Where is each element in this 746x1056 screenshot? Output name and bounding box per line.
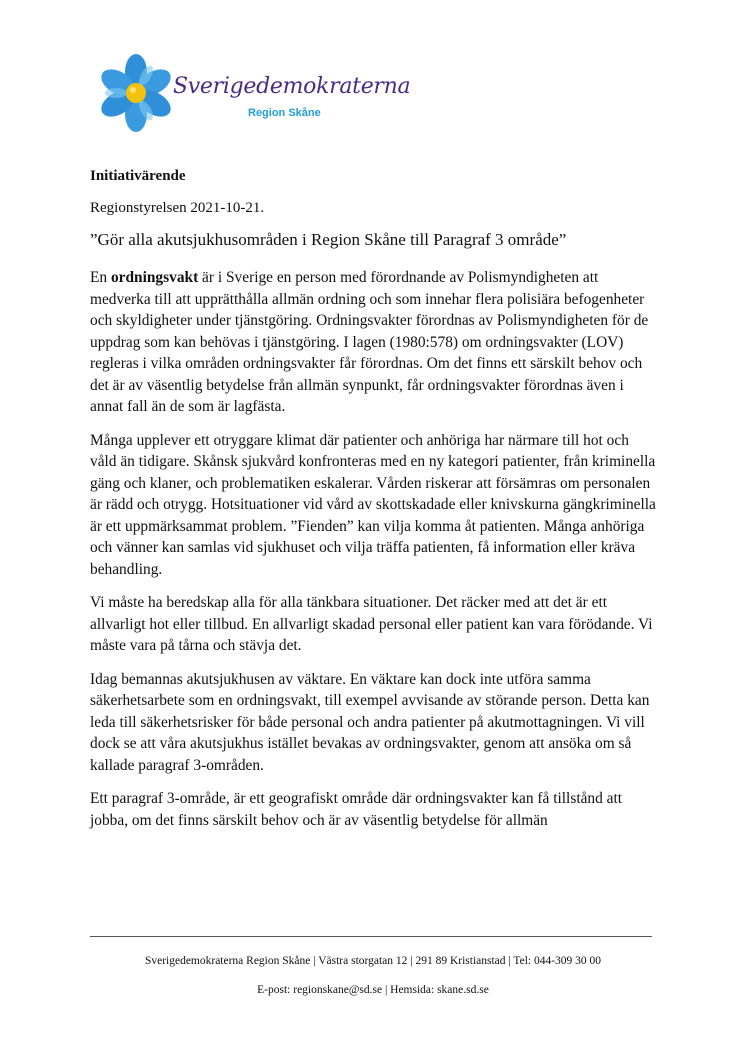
anemone-flower-icon bbox=[95, 52, 177, 134]
flower-center bbox=[126, 83, 146, 103]
document-body bbox=[90, 168, 658, 843]
logo-region-name: Region Skåne bbox=[248, 107, 321, 119]
footer-address: Sverigedemokraterna Region Skåne | Västra storgatan 12 | 291 89 Kristianstad | Tel: 044-309 30 00 bbox=[144, 955, 602, 967]
document-heading: Initiativärende bbox=[90, 168, 186, 184]
paragraph-2: Många upplever ett otryggare klimat där patienter och anhöriga har närmare till hot och våld än tidigare. Skånsk sjukvård konfronteras med en ny kategori patienter, från kriminella gäng och klaner, och problematiken eskalerar. Vården riskerar att försämras om personalen är rädd och otrygg. Hotsituationer vid vård av skottskadade eller knivskurna gängkriminella är ett uppmärksammat problem. ”Fienden” kan vilja komma åt patienten. Många anhöriga och vänner kan samlas vid sjukhuset och vilja träffa patienten, få information eller kräva behandling. bbox=[90, 431, 656, 578]
footer-divider bbox=[90, 936, 652, 937]
document-date: Regionstyrelsen 2021-10-21. bbox=[90, 200, 265, 216]
paragraph-3: Vi måste ha beredskap alla för alla tänkbara situationer. Det räcker med att det är ett allvarligt hot eller tillbud. En allvarligt skadad personal eller patient kan vara förödande. Vi måste vara på tårna och stävja det. bbox=[90, 594, 653, 654]
paragraph-1-prefix: En bbox=[90, 269, 111, 286]
paragraph-5: Ett paragraf 3-område, är ett geografiskt område där ordningsvakter kan få tillstånd att jobba, om det finns särskilt behov och är av väsentlig betydelse för allmän bbox=[90, 790, 623, 829]
paragraph-4: Idag bemannas akutsjukhusen av väktare. En väktare kan dock inte utföra samma säkerhetsarbete som en ordningsvakt, till exempel avvisande av störande person. Detta kan leda till säkerhetsrisker för både personal och andra patienter på akutmottagningen. Vi vill dock se att våra akutsjukhus istället bevakas av ordningsvakter, genom att ansöka om så kallade paragraf 3-områden. bbox=[90, 670, 650, 774]
document-title: ”Gör alla akutsjukhusområden i Region Skåne till Paragraf 3 område” bbox=[90, 230, 567, 249]
paragraph-1 bbox=[90, 267, 658, 418]
logo-party-name: Sverigedemokraterna bbox=[173, 74, 411, 99]
footer-contact: E-post: regionskane@sd.se | Hemsida: skane.sd.se bbox=[257, 984, 489, 996]
paragraph-1-rest: är i Sverige en person med förordnande av Polismyndigheten att medverka till att upprätthålla allmän ordning och som innehar flera polisiära befogenheter och skyldigheter under tjänstgöring. Ordningsvakter förordnas av Polismyndigheten för de uppdrag som kan behövas i tjänstgöring. I lagen (1980:578) om ordningsvakter (LOV) regleras i vilka områden ordningsvakter får förordnas. Om det finns ett särskilt behov och det är av väsentlig betydelse från allmän synpunkt, får ordningsvakter förordnas även i annat fall än de som är lagfästa. bbox=[90, 269, 649, 415]
paragraph-1-bold-term: ordningsvakt bbox=[110, 269, 199, 286]
party-logo bbox=[95, 52, 411, 132]
